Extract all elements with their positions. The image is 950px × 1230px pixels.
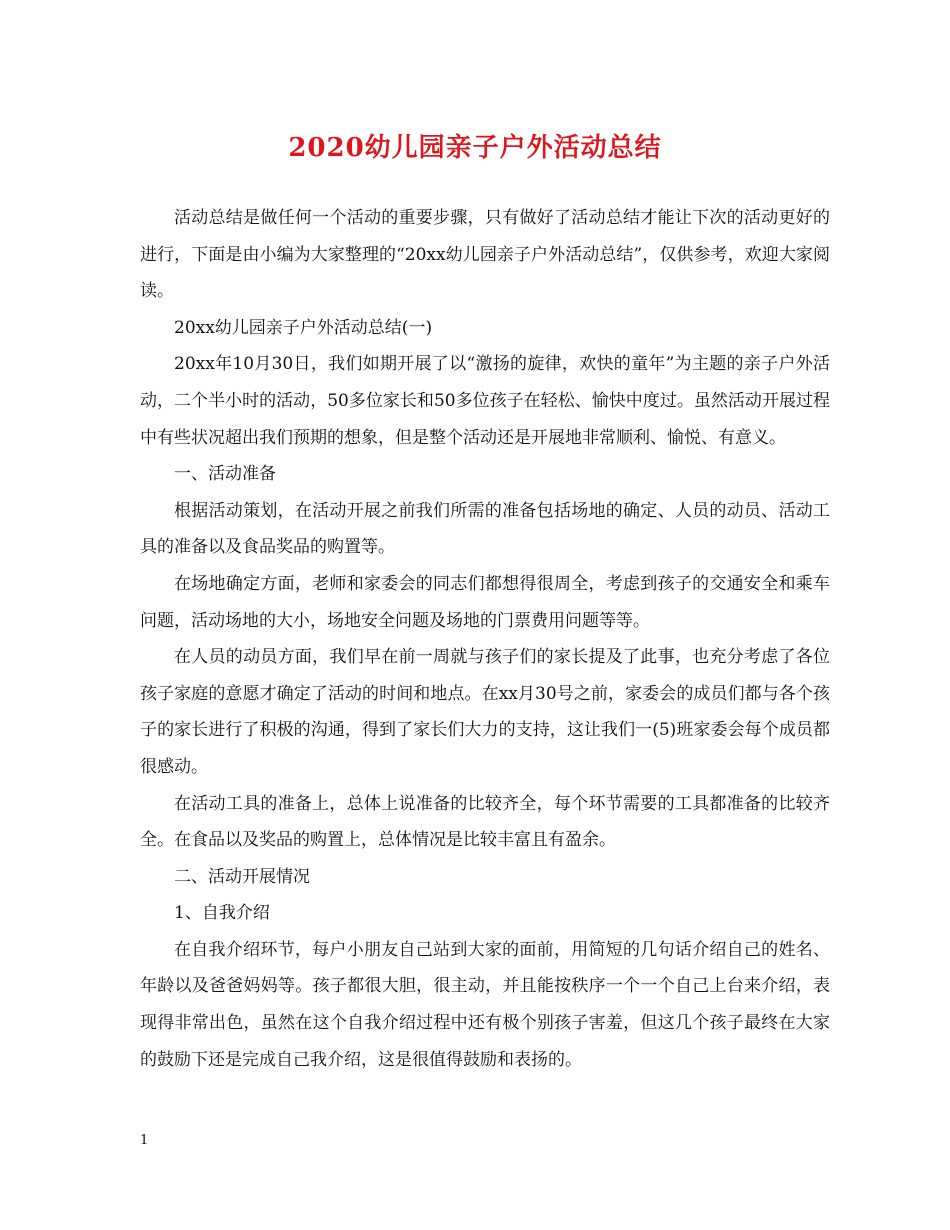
paragraph-mobilization: 在人员的动员方面，我们早在前一周就与孩子们的家长提及了此事，也充分考虑了各位孩子家庭的意愿才确定了活动的时间和地点。在xx月30号之前，家委会的成员们都与各个孩子的家长进行了积极的沟通，得到了家长们大力的支持，这让我们一(5)班家委会每个成员都很感动。 <box>140 647 830 777</box>
page-number: 1 <box>140 1133 149 1148</box>
paragraph-overview: 20xx年10月30日，我们如期开展了以“激扬的旋律，欢快的童年”为主题的亲子户外活动，二个半小时的活动，50多位家长和50多位孩子在轻松、愉快中度过。虽然活动开展过程中有些状况超出我们预期的想象，但是整个活动还是开展地非常顺利、愉悦、有意义。 <box>140 354 830 448</box>
section-heading-preparation: 一、活动准备 <box>174 464 276 485</box>
paragraph-venue: 在场地确定方面，老师和家委会的同志们都想得很周全，考虑到孩子的交通安全和乘车问题，活动场地的大小，场地安全问题及场地的门票费用问题等等。 <box>140 573 830 631</box>
paragraph-intro: 活动总结是做任何一个活动的重要步骤，只有做好了活动总结才能让下次的活动更好的进行，下面是由小编为大家整理的“20xx幼儿园亲子户外活动总结”，仅供参考，欢迎大家阅读。 <box>140 208 830 302</box>
document-body <box>140 200 830 1078</box>
paragraph-preparation: 根据活动策划，在活动开展之前我们所需的准备包括场地的确定、人员的动员、活动工具的准备以及食品奖品的购置等。 <box>140 500 830 558</box>
section-heading-summary-1: 20xx幼儿园亲子户外活动总结(一) <box>174 317 433 338</box>
section-heading-activities: 二、活动开展情况 <box>174 866 310 887</box>
subheading-self-intro: 1、自我介绍 <box>174 903 270 924</box>
document-title: 2020幼儿园亲子户外活动总结 <box>288 133 662 163</box>
paragraph-tools: 在活动工具的准备上，总体上说准备的比较齐全，每个环节需要的工具都准备的比较齐全。在食品以及奖品的购置上，总体情况是比较丰富且有盈余。 <box>140 793 830 851</box>
paragraph-self-intro: 在自我介绍环节，每户小朋友自己站到大家的面前，用简短的几句话介绍自己的姓名、年龄以及爸爸妈妈等。孩子都很大胆，很主动，并且能按秩序一个一个自己上台来介绍，表现得非常出色，虽然在这个自我介绍过程中还有极个别孩子害羞，但这几个孩子最终在大家的鼓励下还是完成自己我介绍，这是很值得鼓励和表扬的。 <box>140 939 830 1070</box>
